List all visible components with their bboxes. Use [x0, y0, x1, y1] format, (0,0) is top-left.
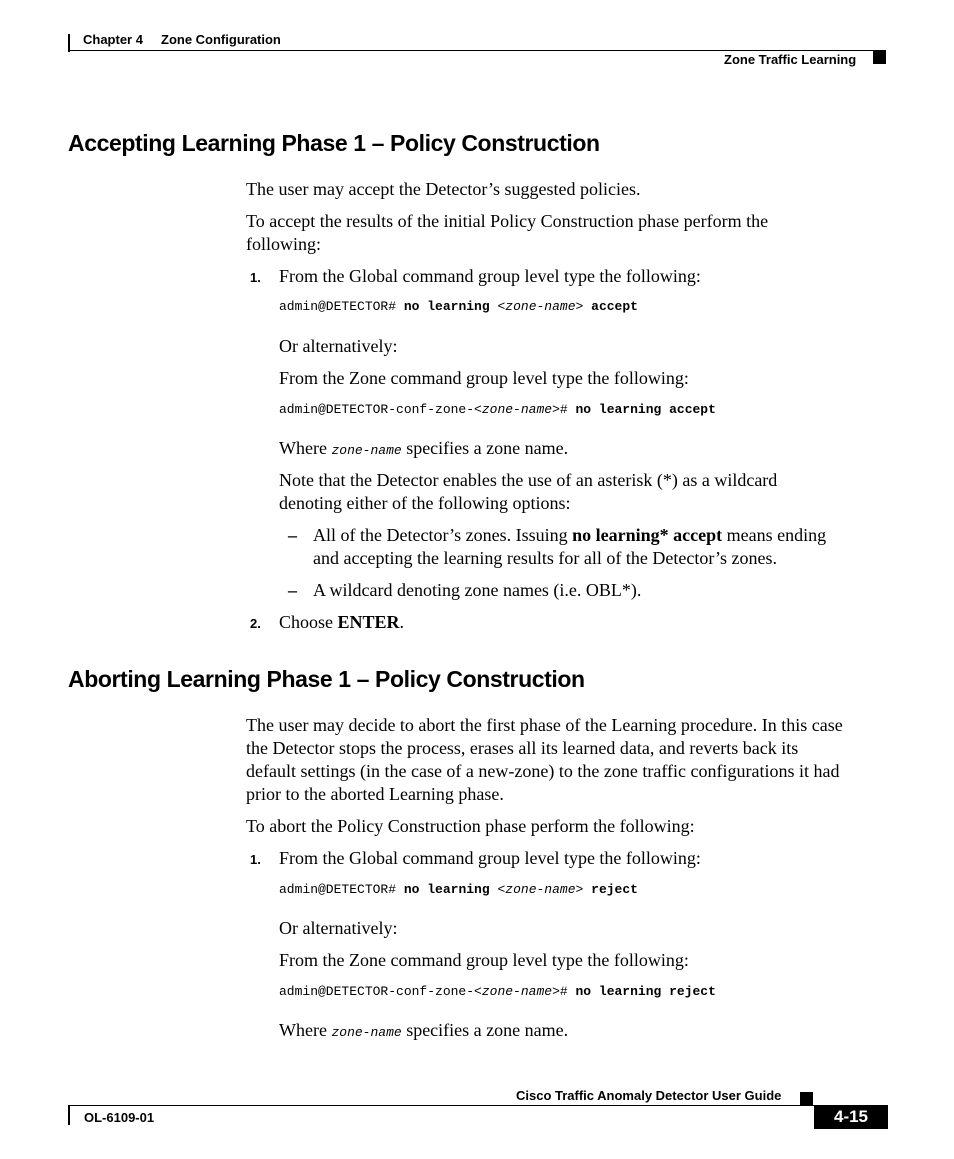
section2-para1-line2: the Detector stops the process, erases all its learned data, and reverts back its [246, 738, 799, 758]
bullet1-dash: – [288, 525, 297, 545]
header-chapter: Chapter 4 [83, 32, 143, 47]
cmd-prompt: admin@DETECTOR-conf-zone-< [279, 984, 482, 999]
section2-step1-text: From the Global command group level type the following: [279, 848, 701, 868]
bullet2-text: A wildcard denoting zone names (i.e. OBL*). [313, 580, 642, 600]
footer-left-bar [68, 1105, 70, 1125]
section1-intro2-line2: following: [246, 234, 321, 254]
cmd-angle-close: > [575, 299, 584, 314]
cmd-action: reject [591, 882, 638, 897]
where-variable: zone-name [331, 443, 402, 458]
cmd-variable: zone-name [481, 402, 553, 417]
section1-where [279, 437, 568, 462]
cmd-keyword: no learning reject [575, 984, 716, 999]
section1-intro1: The user may accept the Detector’s suggested policies. [246, 179, 641, 199]
section1-command-global [279, 299, 638, 314]
section2-command-zone [279, 984, 716, 999]
bullet1-line1 [313, 524, 826, 547]
section1-title: Accepting Learning Phase 1 – Policy Construction [68, 130, 600, 156]
header-rule [68, 50, 886, 51]
cmd-action: accept [591, 299, 638, 314]
cmd-angle-open: < [497, 299, 506, 314]
step2-key: ENTER [337, 612, 400, 632]
footer-rule [68, 1105, 886, 1106]
step2-text-a: Choose [279, 612, 333, 632]
footer-square-marker [800, 1092, 813, 1105]
bullet1-command: no learning* accept [572, 525, 723, 545]
cmd-prompt-end: ># [552, 984, 568, 999]
cmd-variable: zone-name [505, 882, 576, 897]
section1-step1-number: 1. [250, 270, 261, 285]
cmd-keyword: no learning accept [575, 402, 716, 417]
footer-doc-number: OL-6109-01 [84, 1110, 155, 1125]
cmd-prompt: admin@DETECTOR-conf-zone-< [279, 402, 482, 417]
cmd-keyword: no learning [403, 882, 490, 897]
where-description: specifies a zone name. [406, 438, 569, 458]
header-section: Zone Traffic Learning [724, 52, 857, 67]
section1-zone-text: From the Zone command group level type the following: [279, 368, 689, 388]
bullet1-text-b: means ending [726, 525, 827, 545]
section1-step2-text [279, 611, 404, 634]
cmd-prompt-end: ># [552, 402, 568, 417]
footer-page-number: 4-15 [833, 1107, 869, 1126]
section2-para1-line4: prior to the aborted Learning phase. [246, 784, 504, 804]
footer-guide-title: Cisco Traffic Anomaly Detector User Guide [516, 1088, 782, 1103]
bullet1-line2: and accepting the learning results for all of the Detector’s zones. [313, 548, 777, 568]
where-label: Where [279, 1020, 327, 1040]
section2-where [279, 1019, 568, 1044]
bullet1-text-a: All of the Detector’s zones. Issuing [313, 525, 568, 545]
where-label: Where [279, 438, 327, 458]
cmd-prompt: admin@DETECTOR# [279, 299, 397, 314]
section2-para1-line3: default settings (in the case of a new-zone) to the zone traffic configurations it had [246, 761, 840, 781]
where-variable: zone-name [331, 1025, 402, 1040]
section1-note-line1: Note that the Detector enables the use of an asterisk (*) as a wildcard [279, 470, 778, 490]
section1-step2-number: 2. [250, 616, 261, 631]
bullet2-dash: – [288, 580, 297, 600]
section2-command-global [279, 882, 638, 897]
section1-alternatively: Or alternatively: [279, 336, 398, 356]
section2-step1-number: 1. [250, 852, 261, 867]
section2-zone-text: From the Zone command group level type the following: [279, 950, 689, 970]
footer-page-number-box [814, 1105, 888, 1129]
cmd-variable: zone-name [481, 984, 553, 999]
section2-title: Aborting Learning Phase 1 – Policy Construction [68, 666, 585, 692]
section1-note-line2: denoting either of the following options: [279, 493, 571, 513]
cmd-keyword: no learning [403, 299, 490, 314]
cmd-prompt: admin@DETECTOR# [279, 882, 397, 897]
header-chapter-title: Zone Configuration [161, 32, 281, 47]
header-square-marker [873, 51, 886, 64]
step2-period: . [399, 612, 405, 632]
section2-para1-line1: The user may decide to abort the first phase of the Learning procedure. In this case [246, 715, 843, 735]
section1-intro2-line1: To accept the results of the initial Policy Construction phase perform the [246, 211, 769, 231]
section1-step1-text: From the Global command group level type the following: [279, 266, 701, 286]
cmd-variable: zone-name [505, 299, 576, 314]
section1-command-zone [279, 402, 716, 417]
cmd-angle-close: > [575, 882, 584, 897]
where-description: specifies a zone name. [406, 1020, 569, 1040]
section2-para2: To abort the Policy Construction phase perform the following: [246, 816, 695, 836]
cmd-angle-open: < [497, 882, 506, 897]
section2-alternatively: Or alternatively: [279, 918, 398, 938]
